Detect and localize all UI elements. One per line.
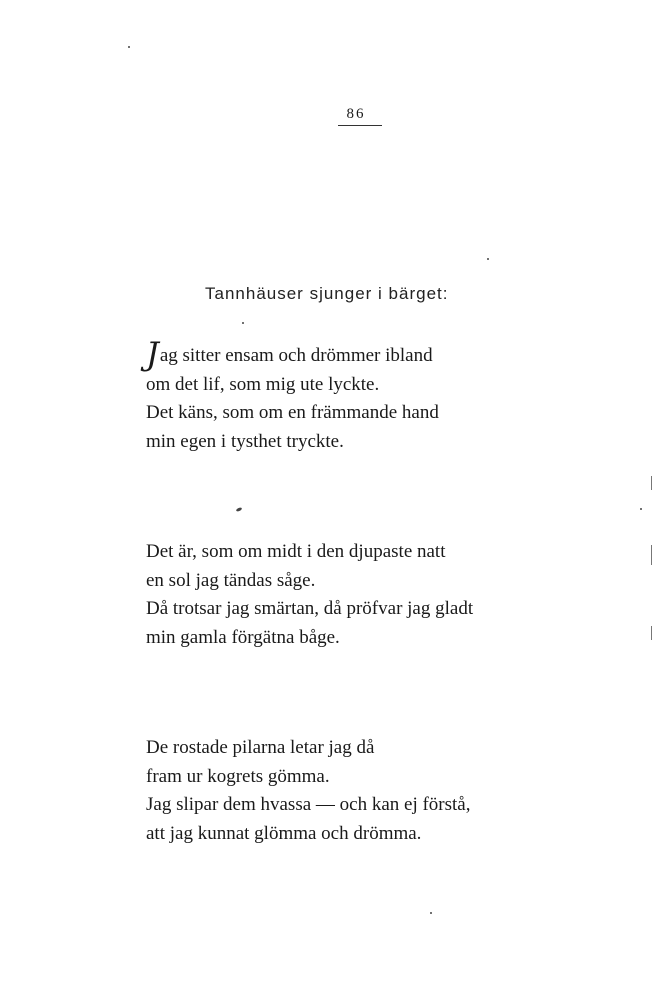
stanza-3-line-3: Jag slipar dem hvassa — och kan ej förstå,	[146, 794, 471, 815]
stanza-2-line-2: en sol jag tändas såge.	[146, 569, 316, 591]
page-number-rule	[338, 125, 382, 126]
stanza-1-line-3: Det käns, som om en främmande hand	[146, 402, 439, 423]
drop-cap: J	[146, 335, 159, 373]
stanza-3-line-1: De rostade pilarna letar jag då	[146, 737, 375, 758]
scan-speck	[242, 322, 244, 324]
poem-heading: Tannhäuser sjunger i bärget:	[205, 284, 449, 303]
scan-edge-mark	[651, 476, 652, 490]
stanza-1-line-2: om det lif, som mig ute lyckte.	[146, 373, 380, 395]
stanza-3-line-4: att jag kunnat glömma och drömma.	[146, 822, 422, 844]
scan-speck	[487, 258, 489, 260]
stanza-3	[146, 734, 471, 848]
scan-speck	[236, 507, 243, 512]
scan-edge-mark	[651, 626, 652, 640]
scan-speck	[640, 508, 642, 510]
scan-speck	[128, 46, 130, 48]
stanza-1-line-1-text: ag sitter ensam och drömmer ibland	[159, 345, 433, 366]
page-number: 86	[346, 106, 366, 122]
stanza-3-line-2: fram ur kogrets gömma.	[146, 765, 330, 787]
stanza-1	[146, 335, 439, 456]
scan-edge-mark	[651, 545, 652, 565]
stanza-2	[146, 538, 473, 652]
stanza-2-line-3: Då trotsar jag smärtan, då pröfvar jag gladt	[146, 598, 474, 619]
scan-speck	[430, 912, 432, 914]
stanza-1-line-4: min egen i tysthet tryckte.	[146, 430, 344, 452]
stanza-2-line-1: Det är, som om midt i den djupaste natt	[146, 541, 446, 562]
stanza-2-line-4: min gamla förgätna båge.	[146, 626, 340, 648]
stanza-1-line-1	[146, 335, 439, 373]
